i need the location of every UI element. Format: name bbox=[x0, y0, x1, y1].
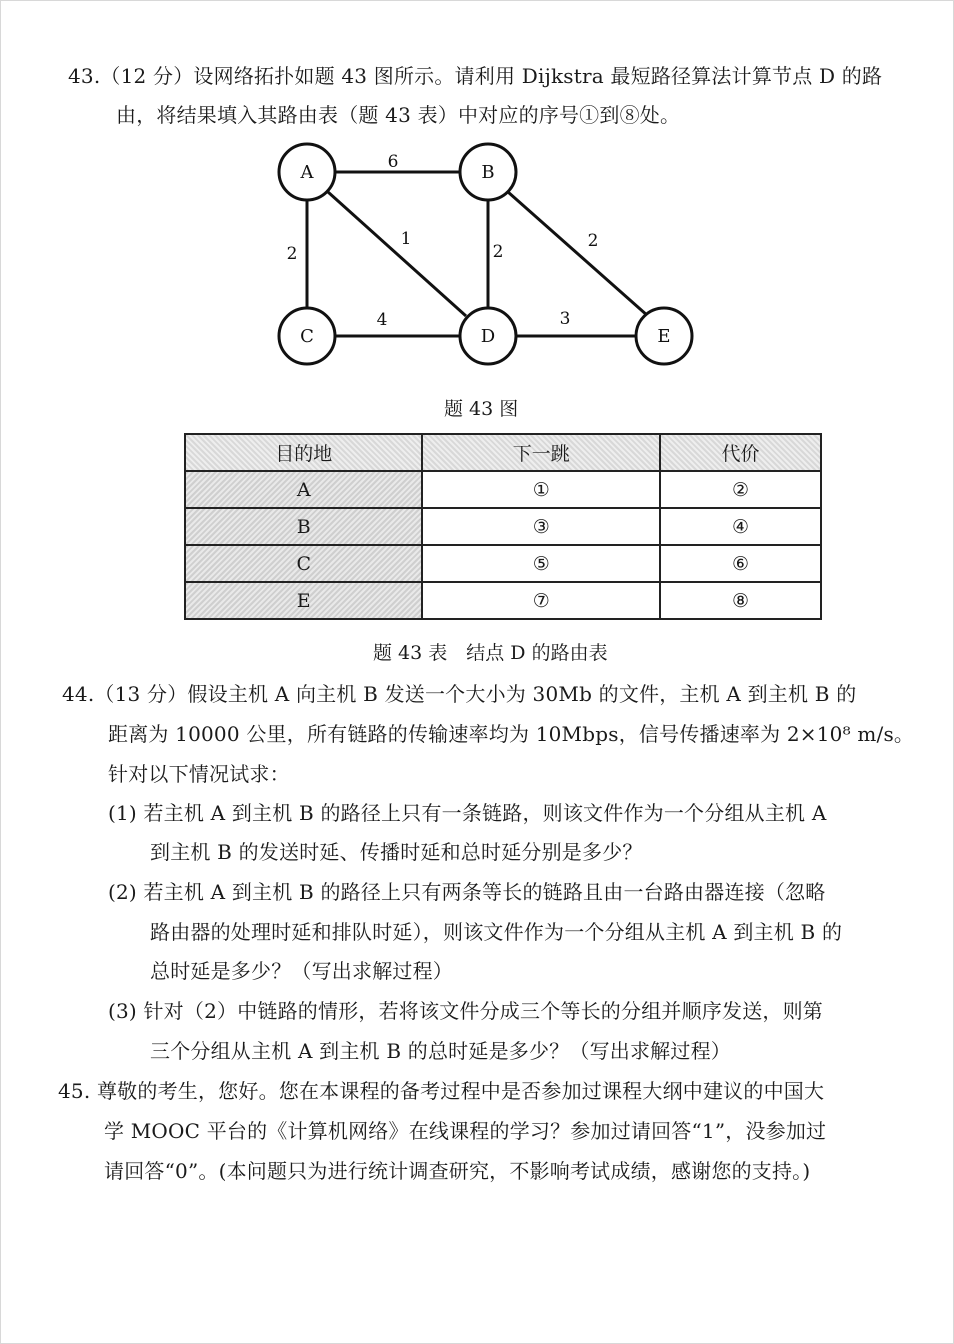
next-hop-cell: ③ bbox=[422, 508, 659, 545]
node-label-A: A bbox=[300, 162, 314, 183]
header-cost: 代价 bbox=[660, 434, 821, 471]
q44-text-line3: 针对以下情况试求： bbox=[108, 762, 290, 786]
q45-text-line3: 请回答“0”。(本问题只为进行统计调查研究，不影响考试成绩，感谢您的支持。) bbox=[104, 1159, 811, 1183]
cost-cell: ④ bbox=[660, 508, 821, 545]
table-header-row bbox=[185, 434, 821, 471]
q44-part2-line1: (2) 若主机 A 到主机 B 的路径上只有两条等长的链路且由一台路由器连接（忽略 bbox=[108, 880, 826, 904]
destination-cell: B bbox=[185, 508, 422, 545]
next-hop-cell: ① bbox=[422, 471, 659, 508]
node-label-E: E bbox=[657, 326, 671, 347]
q44-part2-line2: 路由器的处理时延和排队时延），则该文件作为一个分组从主机 A 到主机 B 的 bbox=[150, 920, 843, 944]
q43-text-line2: 由，将结果填入其路由表（题 43 表）中对应的序号①到⑧处。 bbox=[116, 103, 681, 127]
figure-caption: 题 43 图 bbox=[444, 398, 519, 420]
table-row bbox=[185, 582, 821, 619]
edge-B-E bbox=[508, 192, 648, 316]
cost-cell: ⑧ bbox=[660, 582, 821, 619]
q45-text-line2: 学 MOOC 平台的《计算机网络》在线课程的学习？参加过请回答“1”，没参加过 bbox=[104, 1119, 827, 1143]
table-caption: 题 43 表 结点 D 的路由表 bbox=[373, 642, 608, 664]
q44-part1-line1: (1) 若主机 A 到主机 B 的路径上只有一条链路，则该文件作为一个分组从主机 A bbox=[108, 801, 827, 825]
node-label-D: D bbox=[480, 326, 496, 347]
edge-cost-C-D: 4 bbox=[376, 310, 388, 330]
next-hop-cell: ⑤ bbox=[422, 545, 659, 582]
q44-text-line1: 44.（13 分）假设主机 A 向主机 B 发送一个大小为 30Mb 的文件，主机 A 到主机 B 的 bbox=[62, 682, 857, 706]
routing-table bbox=[184, 433, 822, 620]
header-next-hop: 下一跳 bbox=[422, 434, 659, 471]
edge-cost-D-E: 3 bbox=[559, 309, 571, 329]
node-label-B: B bbox=[481, 162, 495, 183]
q43-text-line1: 43.（12 分）设网络拓扑如题 43 图所示。请利用 Dijkstra 最短路径算法计算节点 D 的路 bbox=[68, 64, 883, 88]
cost-cell: ⑥ bbox=[660, 545, 821, 582]
q44-part3-line2: 三个分组从主机 A 到主机 B 的总时延是多少？（写出求解过程） bbox=[150, 1039, 731, 1063]
q44-part1-line2: 到主机 B 的发送时延、传播时延和总时延分别是多少？ bbox=[150, 840, 643, 864]
edge-cost-A-B: 6 bbox=[387, 152, 399, 172]
header-destination: 目的地 bbox=[185, 434, 422, 471]
table-row bbox=[185, 545, 821, 582]
q44-text-line2: 距离为 10000 公里，所有链路的传输速率均为 10Mbps，信号传播速率为 2×10⁸ m/s。 bbox=[108, 722, 915, 746]
q44-part2-line3: 总时延是多少？（写出求解过程） bbox=[150, 959, 453, 983]
q45-text-line1: 45. 尊敬的考生，您好。您在本课程的备考过程中是否参加过课程大纲中建议的中国大 bbox=[58, 1079, 825, 1103]
edge-cost-A-D: 1 bbox=[400, 229, 412, 249]
destination-cell: E bbox=[185, 582, 422, 619]
destination-cell: C bbox=[185, 545, 422, 582]
next-hop-cell: ⑦ bbox=[422, 582, 659, 619]
edge-cost-B-D: 2 bbox=[492, 242, 504, 262]
edge-cost-A-C: 2 bbox=[286, 244, 298, 264]
node-label-C: C bbox=[300, 326, 314, 347]
table-row bbox=[185, 508, 821, 545]
edge-cost-B-E: 2 bbox=[587, 231, 599, 251]
destination-cell: A bbox=[185, 471, 422, 508]
q44-part3-line1: (3) 针对（2）中链路的情形，若将该文件分成三个等长的分组并顺序发送，则第 bbox=[108, 999, 824, 1023]
table-row bbox=[185, 471, 821, 508]
network-topology-graph bbox=[260, 135, 710, 375]
cost-cell: ② bbox=[660, 471, 821, 508]
edge-A-D bbox=[328, 192, 466, 316]
